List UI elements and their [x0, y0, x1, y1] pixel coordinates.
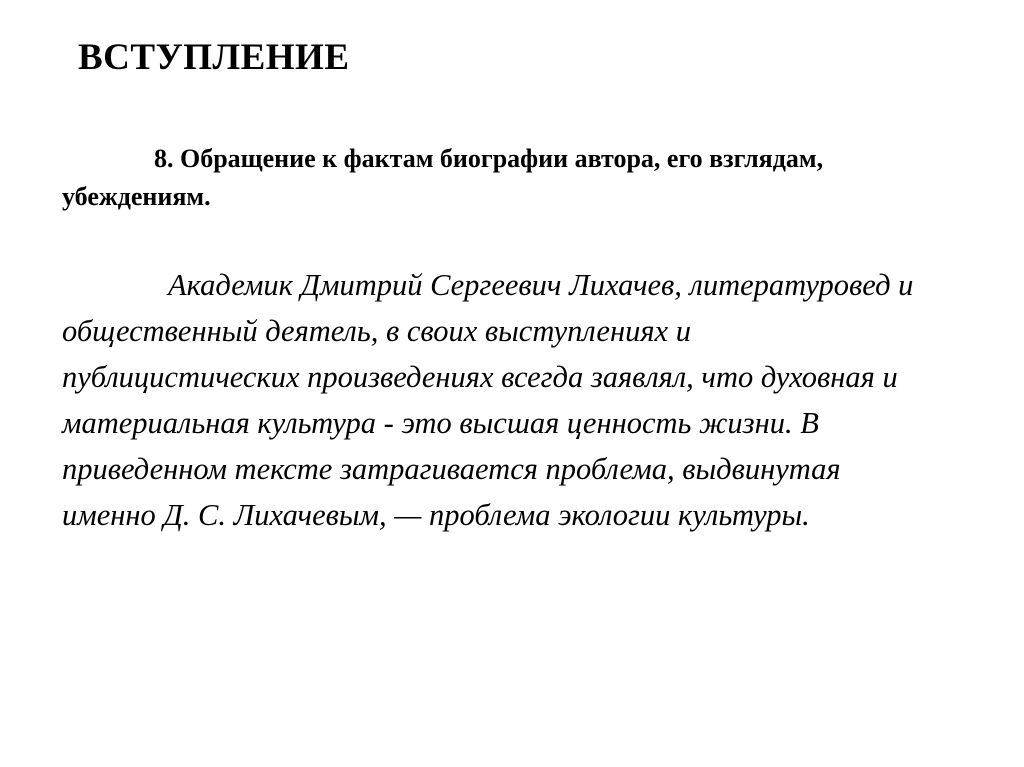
body-paragraph: Академик Дмитрий Сергеевич Лихачев, литературовед и общественный деятель, в своих выступлениях и публицистических произведениях всегда заявлял, что духовная и материальная культура - это высшая ценность жизни. В приведенном тексте затрагивается проблема, выдвинутая именно Д. С. Лихачевым, — проблема экологии культуры.: [62, 268, 914, 533]
point-paragraph: 8. Обращение к фактам биографии автора, его взглядам, убеждениям.: [62, 144, 824, 211]
page-title: ВСТУПЛЕНИЕ: [78, 37, 350, 78]
